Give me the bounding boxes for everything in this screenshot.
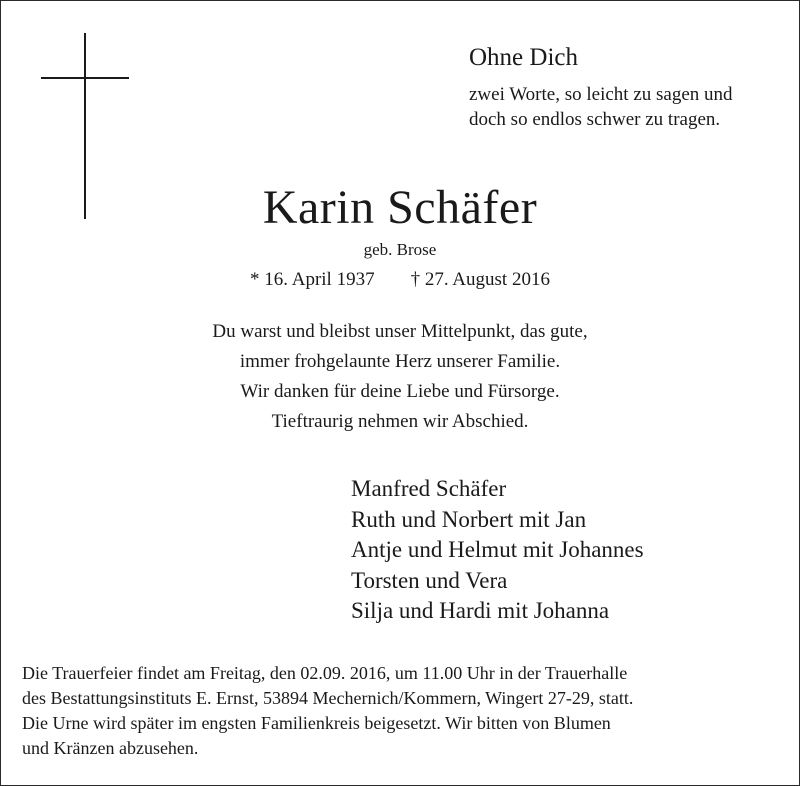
life-dates	[0, 267, 800, 293]
maiden-name: geb. Brose	[363, 240, 437, 259]
notice-line: Die Urne wird später im engsten Familienkreis beigesetzt. Wir bitten von Blumen	[22, 713, 611, 733]
mourner-entry: Ruth und Norbert mit Jan	[351, 506, 587, 532]
message-line: immer frohgelaunte Herz unserer Familie.	[239, 351, 561, 372]
funeral-notice	[22, 661, 782, 761]
message-line: Tieftraurig nehmen wir Abschied.	[271, 411, 529, 432]
mourner-entry: Torsten und Vera	[351, 567, 508, 593]
message-line: Du warst und bleibst unser Mittelpunkt, das gute,	[212, 321, 588, 342]
mourners-list	[351, 474, 644, 627]
poem-line: zwei Worte, so leicht zu sagen und	[469, 84, 733, 105]
notice-line: und Kränzen abzusehen.	[22, 738, 199, 758]
mourner-entry: Antje und Helmut mit Johannes	[351, 537, 644, 562]
cross-horizontal-bar	[41, 77, 129, 79]
death-date: † 27. August 2016	[410, 269, 550, 290]
poem	[469, 42, 789, 132]
notice-line: Die Trauerfeier findet am Freitag, den 02.09. 2016, um 11.00 Uhr in der Trauerhalle	[22, 663, 628, 683]
farewell-message	[0, 317, 800, 437]
birth-date: * 16. April 1937	[250, 269, 375, 290]
message-line: Wir danken für deine Liebe und Fürsorge.	[240, 381, 560, 402]
poem-title: Ohne Dich	[469, 44, 578, 71]
poem-line: doch so endlos schwer zu tragen.	[469, 109, 721, 130]
mourner-entry: Silja und Hardi mit Johanna	[351, 598, 610, 623]
notice-line: des Bestattungsinstituts E. Ernst, 53894 Mechernich/Kommern, Wingert 27-29, statt.	[22, 688, 634, 708]
deceased-name: Karin Schäfer	[262, 181, 538, 234]
mourner-entry: Manfred Schäfer	[351, 476, 507, 501]
